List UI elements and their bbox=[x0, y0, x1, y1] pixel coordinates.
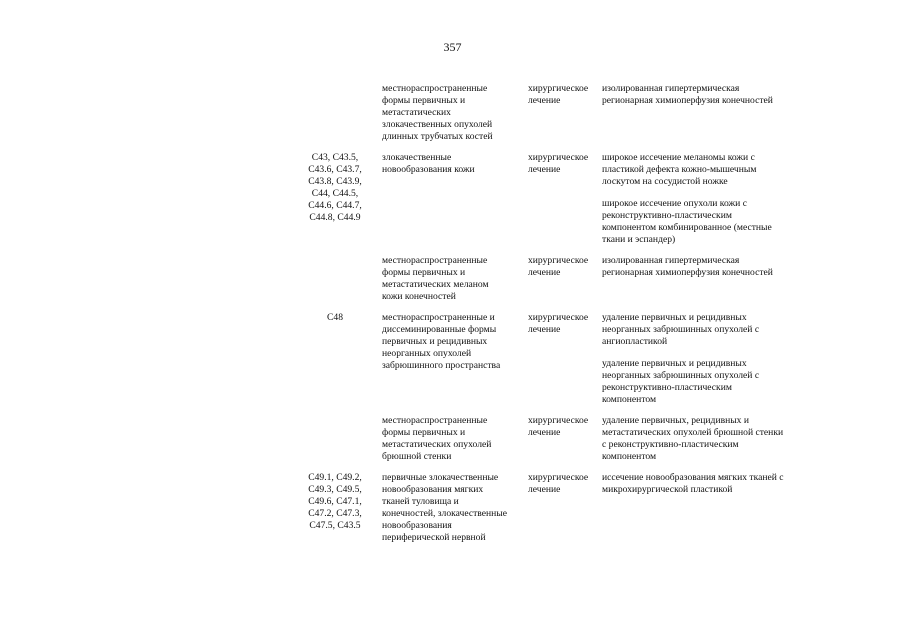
treatment-methods-cell bbox=[602, 472, 815, 544]
treatment-method: широкое иссечение опухоли кожи с реконструктивно-пластическим компонентом комбинированное (местные ткани и эспандер) bbox=[602, 198, 772, 245]
disease-cell: местнораспространенные формы первичных и метастатических злокачественных опухолей длинных трубчатых костей bbox=[382, 83, 493, 142]
treatment-methods-cell bbox=[602, 255, 815, 303]
treatment-methods-cell bbox=[602, 83, 815, 143]
page-number: 357 bbox=[443, 40, 462, 54]
table-row bbox=[300, 472, 815, 544]
disease-cell: первичные злокачественные новообразования мягких тканей туловища и конечностей, злокачественные новообразования периферической нервной bbox=[382, 472, 507, 543]
treatment-method: удаление первичных и рецидивных неорганных забрюшинных опухолей с реконструктивно-пластическим компонентом bbox=[602, 358, 760, 405]
treatment-methods-cell bbox=[602, 152, 815, 246]
table-row bbox=[300, 415, 815, 463]
disease-cell: местнораспространенные формы первичных и метастатических опухолей брюшной стенки bbox=[382, 415, 492, 462]
disease-cell: местнораспространенные и диссеминированные формы первичных и рецидивных неорганных опухолей забрюшинного пространства bbox=[382, 312, 501, 371]
icd-codes-cell: С48 bbox=[327, 312, 343, 323]
icd-codes-cell bbox=[300, 255, 370, 303]
treatment-table bbox=[300, 83, 815, 553]
table-row bbox=[300, 152, 815, 246]
disease-cell: злокачественные новообразования кожи bbox=[382, 152, 475, 175]
table-row bbox=[300, 83, 815, 143]
treatment-type-cell: хирургическое лечение bbox=[528, 152, 589, 175]
treatment-method: широкое иссечение меланомы кожи с пластикой дефекта кожно-мышечным лоскутом на сосудистой ножке bbox=[602, 152, 757, 187]
table-row bbox=[300, 312, 815, 406]
table-row bbox=[300, 255, 815, 303]
treatment-method: изолированная гипертермическая регионарная химиоперфузия конечностей bbox=[602, 83, 773, 106]
icd-codes-cell bbox=[300, 415, 370, 463]
treatment-methods-cell bbox=[602, 312, 815, 406]
icd-codes-cell: С49.1, С49.2, С49.3, С49.5, С49.6, С47.1, С47.2, С47.3, С47.5, С43.5 bbox=[308, 472, 362, 531]
treatment-type-cell: хирургическое лечение bbox=[528, 415, 589, 438]
treatment-type-cell: хирургическое лечение bbox=[528, 472, 589, 495]
treatment-method: иссечение новообразования мягких тканей с микрохирургической пластикой bbox=[602, 472, 784, 495]
treatment-method: удаление первичных и рецидивных неорганных забрюшинных опухолей с ангиопластикой bbox=[602, 312, 760, 347]
treatment-type-cell: хирургическое лечение bbox=[528, 255, 589, 278]
icd-codes-cell: С43, С43.5, С43.6, С43.7, С43.8, С43.9, С44, С44.5, С44.6, С44.7, С44.8, С44.9 bbox=[308, 152, 362, 223]
treatment-method: удаление первичных, рецидивных и метастатических опухолей брюшной стенки с реконструктивно-пластическим компонентом bbox=[602, 415, 784, 462]
disease-cell: местнораспространенные формы первичных и метастатических меланом кожи конечностей bbox=[382, 255, 489, 302]
treatment-methods-cell bbox=[602, 415, 815, 463]
treatment-type-cell: хирургическое лечение bbox=[528, 83, 589, 106]
treatment-type-cell: хирургическое лечение bbox=[528, 312, 589, 335]
icd-codes-cell bbox=[300, 83, 370, 143]
treatment-method: изолированная гипертермическая регионарная химиоперфузия конечностей bbox=[602, 255, 773, 278]
